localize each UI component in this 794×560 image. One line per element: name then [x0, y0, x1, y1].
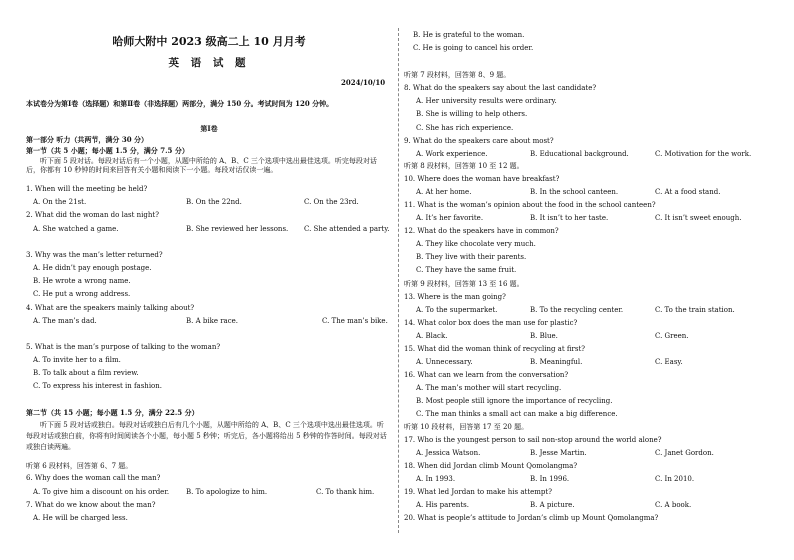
listen-7: 听第 7 段材料，回答第 8、9 题。: [404, 71, 511, 79]
q12-option-a: A. They like chocolate very much.: [416, 240, 536, 248]
question-9: 9. What do the speakers care about most?: [404, 137, 554, 145]
q3-option-a: A. He didn’t pay enough postage.: [33, 264, 152, 272]
question-14: 14. What color box does the man use for plastic?: [404, 319, 578, 327]
q13-option-a: A. To the supermarket.: [416, 306, 498, 314]
question-20: 20. What is people’s attitude to Jordan’s climb up Mount Qomolangma?: [404, 514, 659, 522]
question-19: 19. What led Jordan to make his attempt?: [404, 488, 552, 496]
q2-option-c: C. She attended a party.: [304, 225, 390, 233]
q7-option-b: B. He is grateful to the woman.: [413, 31, 525, 39]
q9-option-c: C. Motivation for the work.: [655, 150, 752, 158]
q6-option-b: B. To apologize to him.: [186, 488, 268, 496]
question-11: 11. What is the woman’s opinion about the food in the school canteen?: [404, 201, 656, 209]
q19-option-b: B. A picture.: [530, 501, 575, 509]
question-18: 18. When did Jordan climb Mount Qomolangma?: [404, 462, 578, 470]
q14-option-a: A. Black.: [416, 332, 448, 340]
q14-option-c: C. Green.: [655, 332, 689, 340]
listen-9: 听第 9 段材料，回答第 13 至 16 题。: [404, 280, 524, 288]
q1-option-c: C. On the 23rd.: [304, 198, 359, 206]
exam-subject: 英 语 试 题: [168, 57, 250, 69]
q17-option-c: C. Janet Gordon.: [655, 449, 714, 457]
question-4: 4. What are the speakers mainly talking about?: [26, 304, 195, 312]
q18-option-a: A. In 1993.: [416, 475, 456, 483]
q13-option-c: C. To the train station.: [655, 306, 735, 314]
q7-option-c: C. He is going to cancel his order.: [413, 44, 534, 52]
listen-10: 听第 10 段材料，回答第 17 至 20 题。: [404, 423, 529, 431]
volume-heading: 第Ⅰ卷: [200, 124, 218, 133]
question-6: 6. Why does the woman call the man?: [26, 474, 161, 482]
q19-option-a: A. His parents.: [416, 501, 469, 509]
q5-option-b: B. To talk about a film review.: [33, 369, 139, 377]
listen-6: 听第 6 段材料，回答第 6、7 题。: [26, 462, 133, 470]
q8-option-b: B. She is willing to help others.: [416, 110, 528, 118]
exam-date: 2024/10/10: [341, 78, 386, 87]
q2-option-b: B. She reviewed her lessons.: [186, 225, 289, 233]
q1-option-b: B. On the 22nd.: [186, 198, 242, 206]
q6-option-c: C. To thank him.: [316, 488, 375, 496]
question-1: 1. When will the meeting be held?: [26, 185, 148, 193]
q13-option-b: B. To the recycling center.: [530, 306, 624, 314]
question-2: 2. What did the woman do last night?: [26, 211, 159, 219]
q2-option-a: A. She watched a game.: [33, 225, 119, 233]
q17-option-b: B. Jesse Martin.: [530, 449, 587, 457]
q14-option-b: B. Blue.: [530, 332, 558, 340]
q15-option-a: A. Unnecessary.: [416, 358, 473, 366]
q9-option-b: B. Educational background.: [530, 150, 629, 158]
q12-option-b: B. They live with their parents.: [416, 253, 527, 261]
q9-option-a: A. Work experience.: [416, 150, 488, 158]
q3-option-b: B. He wrote a wrong name.: [33, 277, 131, 285]
q18-option-c: C. In 2010.: [655, 475, 695, 483]
question-3: 3. Why was the man’s letter returned?: [26, 251, 163, 259]
q11-option-a: A. It’s her favorite.: [416, 214, 484, 222]
q4-option-b: B. A bike race.: [186, 317, 239, 325]
section1-heading: 第一节（共 5 小题；每小题 1.5 分，满分 7.5 分）: [26, 146, 189, 155]
question-7: 7. What do we know about the man?: [26, 501, 156, 509]
question-17: 17. Who is the youngest person to sail non-stop around the world alone?: [404, 436, 662, 444]
question-12: 12. What do the speakers have in common?: [404, 227, 559, 235]
q15-option-c: C. Easy.: [655, 358, 683, 366]
q1-option-a: A. On the 21st.: [33, 198, 87, 206]
column-divider: [398, 28, 399, 533]
q10-option-c: C. At a food stand.: [655, 188, 721, 196]
q19-option-c: C. A book.: [655, 501, 692, 509]
q15-option-b: B. Meaningful.: [530, 358, 583, 366]
question-16: 16. What can we learn from the conversation?: [404, 371, 569, 379]
q11-option-c: C. It isn’t sweet enough.: [655, 214, 742, 222]
q16-option-c: C. The man thinks a small act can make a big difference.: [416, 410, 618, 418]
question-5: 5. What is the man’s purpose of talking to the woman?: [26, 343, 221, 351]
left-column: [26, 0, 392, 560]
question-15: 15. What did the woman think of recycling at first?: [404, 345, 586, 353]
right-column: [404, 0, 770, 560]
q12-option-c: C. They have the same fruit.: [416, 266, 517, 274]
q5-option-a: A. To invite her to a film.: [33, 356, 121, 364]
q11-option-b: B. It isn’t to her taste.: [530, 214, 609, 222]
section2-intro: 听下面 5 段对话或独白。每段对话或独白后有几个小题，从题中所给的 A、B、C 三个选项中选出最佳选项。听每段对话或独白前，你将有时间阅读各个小题，每小题 5 秒钟；听完后，各小题将给出 5 秒钟的作答时间。每段对话或独白读两遍。: [26, 421, 387, 451]
q17-option-a: A. Jessica Watson.: [416, 449, 481, 457]
q8-option-c: C. She has rich experience.: [416, 124, 514, 132]
exam-title: 哈师大附中 2023 级高二上 10 月月考: [112, 35, 306, 48]
listen-8: 听第 8 段材料，回答第 10 至 12 题。: [404, 162, 524, 170]
question-13: 13. Where is the man going?: [404, 293, 506, 301]
q10-option-b: B. In the school canteen.: [530, 188, 619, 196]
q4-option-a: A. The man’s dad.: [33, 317, 97, 325]
section1-intro: 听下面 5 段对话。每段对话后有一个小题，从题中所给的 A、B、C 三个选项中选出最佳选项。听完每段对话后，你都有 10 秒钟的时间来回答有关小题和阅读下一小题。每段对话仅读一遍。: [26, 157, 377, 174]
question-8: 8. What do the speakers say about the last candidate?: [404, 84, 597, 92]
q6-option-a: A. To give him a discount on his order.: [33, 488, 170, 496]
question-10: 10. Where does the woman have breakfast?: [404, 175, 560, 183]
q16-option-a: A. The man’s mother will start recycling.: [416, 384, 562, 392]
q3-option-c: C. He put a wrong address.: [33, 290, 131, 298]
section2-heading: 第二节（共 15 小题；每小题 1.5 分，满分 22.5 分）: [26, 408, 199, 417]
q7-option-a: A. He will be charged less.: [33, 514, 128, 522]
q16-option-b: B. Most people still ignore the importance of recycling.: [416, 397, 613, 405]
q5-option-c: C. To express his interest in fashion.: [33, 382, 163, 390]
q10-option-a: A. At her home.: [416, 188, 472, 196]
q8-option-a: A. Her university results were ordinary.: [416, 97, 557, 105]
exam-note: 本试卷分为第Ⅰ卷（选择题）和第Ⅱ卷（非选择题）两部分，满分 150 分。考试时间为 120 分钟。: [26, 99, 334, 108]
q4-option-c: C. The man’s bike.: [322, 317, 388, 325]
part1-heading: 第一部分 听力（共两节，满分 30 分）: [26, 135, 149, 144]
q18-option-b: B. In 1996.: [530, 475, 570, 483]
